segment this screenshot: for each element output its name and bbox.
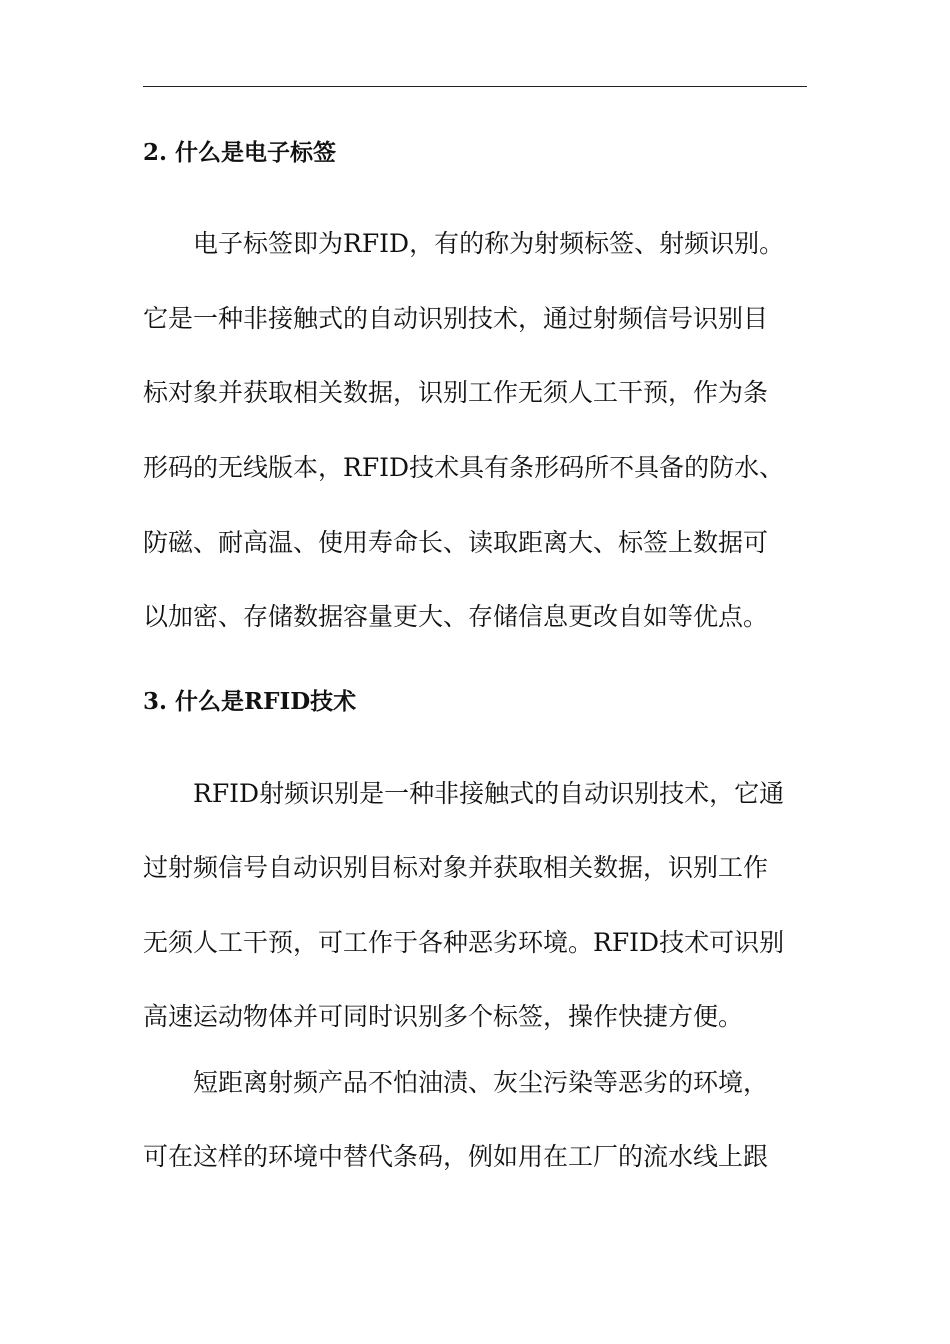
section-3-paragraph-2-line: 可在这样的环境中替代条码，例如用在工厂的流水线上跟	[143, 1142, 769, 1171]
section-2-line: 它是一种非接触式的自动识别技术，通过射频信号识别目	[143, 304, 769, 333]
section-2-heading: 2. 什么是电子标签	[143, 139, 337, 166]
section-3-paragraph-1-line: RFID射频识别是一种非接触式的自动识别技术，它通	[193, 779, 785, 808]
section-3-paragraph-2-line: 短距离射频产品不怕油渍、灰尘污染等恶劣的环境，	[193, 1068, 769, 1097]
section-2-line: 以加密、存储数据容量更大、存储信息更改自如等优点。	[143, 602, 769, 631]
section-3-paragraph-1-line: 无须人工干预，可工作于各种恶劣环境。RFID技术可识别	[143, 928, 785, 957]
section-2-line: 电子标签即为RFID，有的称为射频标签、射频识别。	[193, 229, 785, 258]
section-3-paragraph-1-line: 高速运动物体并可同时识别多个标签，操作快捷方便。	[143, 1002, 744, 1031]
section-2-line: 标对象并获取相关数据，识别工作无须人工干预，作为条	[143, 378, 769, 407]
section-2-line: 形码的无线版本，RFID技术具有条形码所不具备的防水、	[143, 453, 785, 482]
section-3-heading: 3. 什么是RFID技术	[143, 688, 357, 715]
header-rule	[143, 86, 807, 87]
section-3-paragraph-1-line: 过射频信号自动识别目标对象并获取相关数据，识别工作	[143, 853, 769, 882]
section-2-line: 防磁、耐高温、使用寿命长、读取距离大、标签上数据可	[143, 528, 769, 557]
